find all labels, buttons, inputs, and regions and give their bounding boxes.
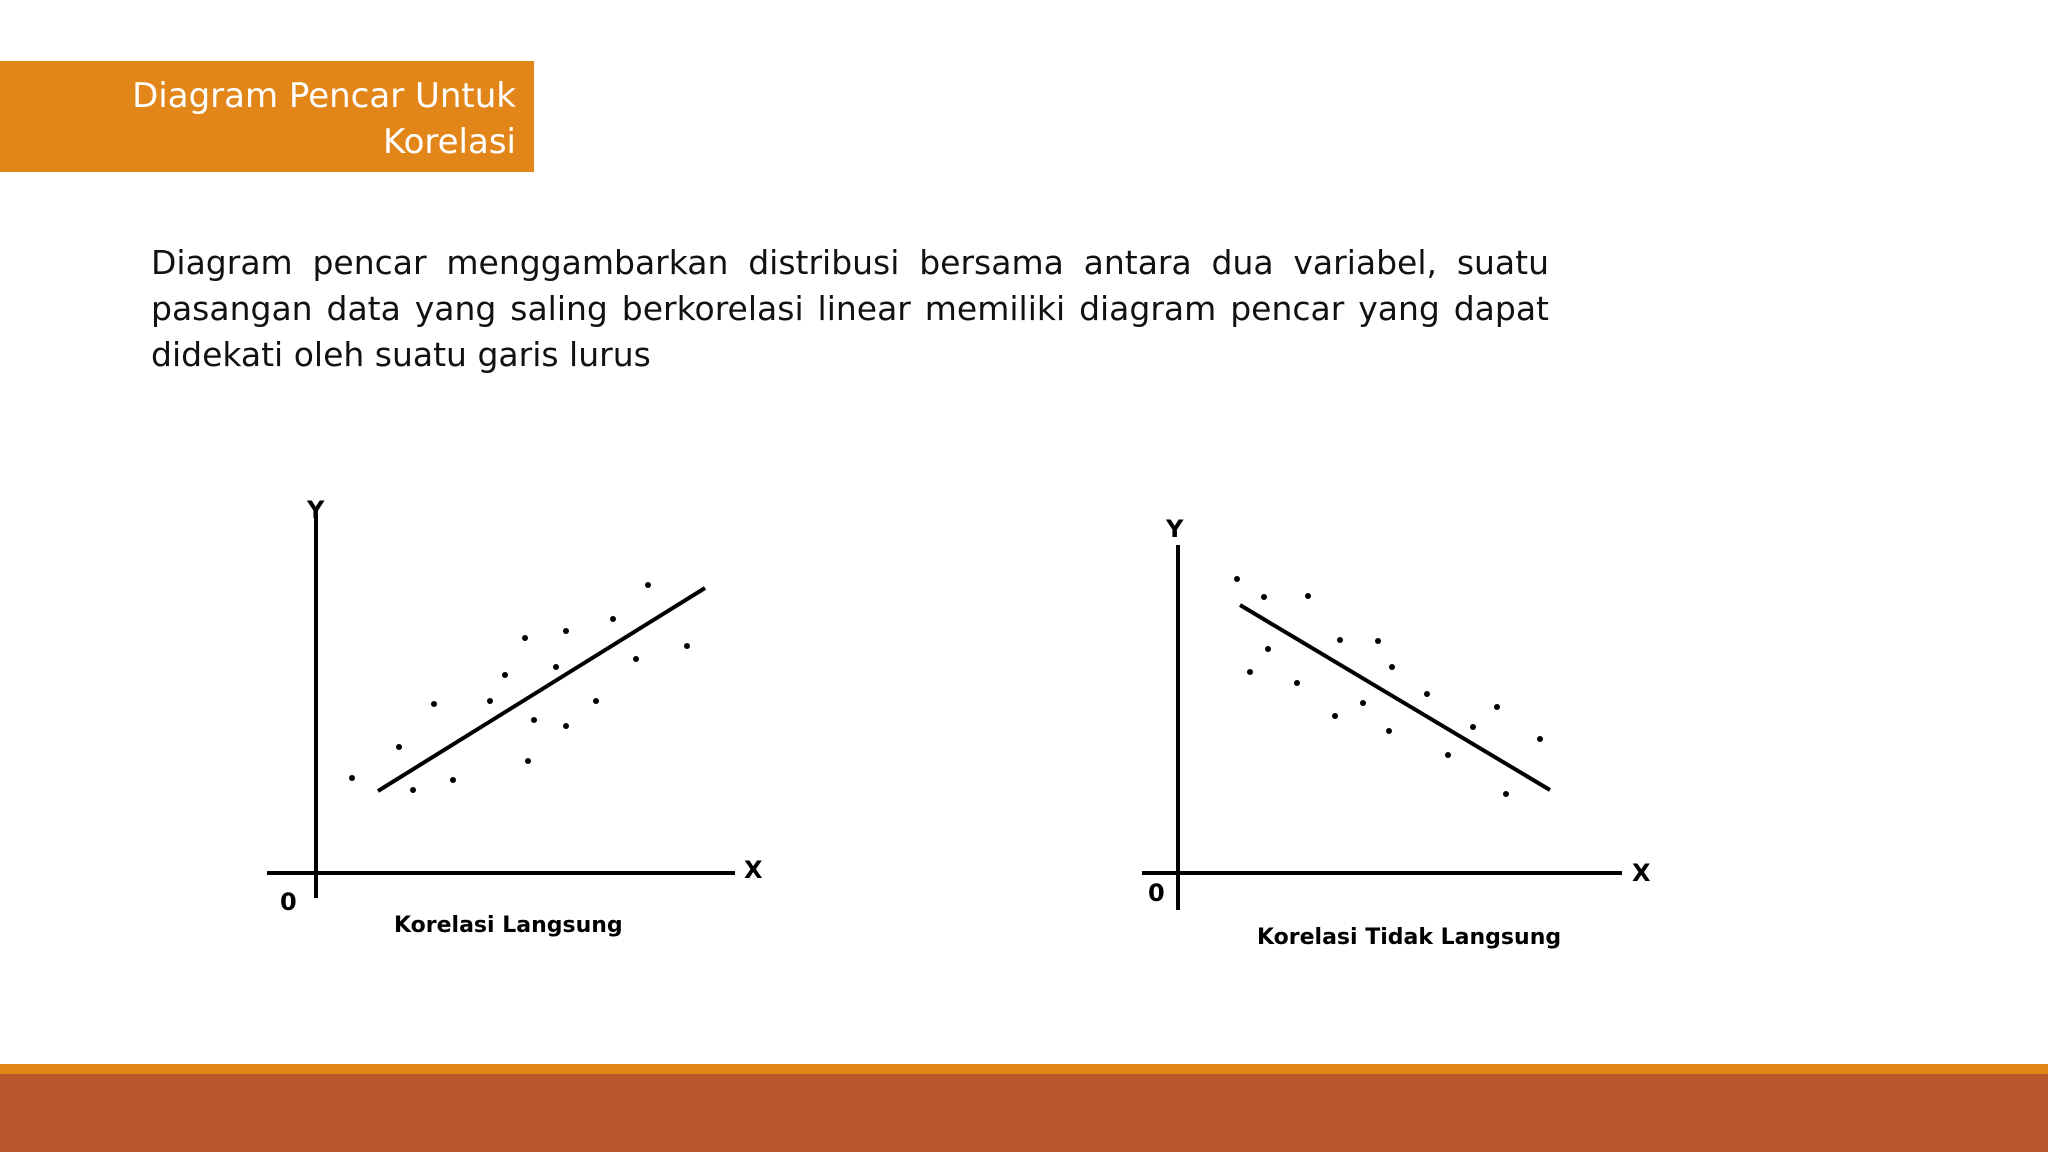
- origin-label: 0: [1148, 879, 1165, 907]
- scatter-point: [1389, 664, 1395, 670]
- scatter-point: [1332, 713, 1338, 719]
- trend-line: [1240, 605, 1550, 790]
- footer-accent-stripe: [0, 1064, 2048, 1074]
- scatter-point: [1261, 594, 1267, 600]
- scatter-point: [1337, 637, 1343, 643]
- scatter-point: [1375, 638, 1381, 644]
- trend-line: [378, 588, 705, 791]
- scatter-diagram-indirect: [1120, 505, 1680, 965]
- scatter-point: [563, 723, 569, 729]
- diagram-caption: Korelasi Tidak Langsung: [1257, 925, 1562, 950]
- scatter-point: [1494, 704, 1500, 710]
- scatter-point: [1265, 646, 1271, 652]
- scatter-point: [431, 701, 437, 707]
- slide-title: [0, 61, 534, 208]
- x-axis-label: X: [1632, 859, 1651, 887]
- scatter-point: [410, 787, 416, 793]
- x-axis-label: X: [744, 856, 763, 884]
- y-axis-label: Y: [1166, 515, 1184, 543]
- scatter-points: [1234, 576, 1543, 797]
- scatter-point: [502, 672, 508, 678]
- scatter-point: [1360, 700, 1366, 706]
- scatter-point: [1234, 576, 1240, 582]
- slide-body-text: Diagram pencar menggambarkan distribusi bersama antara dua variabel, suatu pasangan data yang saling berkorelasi linear memiliki diagram pencar yang dapat didekati oleh suatu garis lurus: [151, 243, 1549, 374]
- y-axis-label: Y: [307, 496, 325, 524]
- scatter-point: [645, 582, 651, 588]
- scatter-point: [1294, 680, 1300, 686]
- scatter-point: [1305, 593, 1311, 599]
- scatter-point: [522, 635, 528, 641]
- scatter-point: [1424, 691, 1430, 697]
- scatter-point: [1445, 752, 1451, 758]
- scatter-point: [1247, 669, 1253, 675]
- scatter-point: [1503, 791, 1509, 797]
- scatter-point: [349, 775, 355, 781]
- scatter-point: [525, 758, 531, 764]
- origin-label: 0: [280, 888, 297, 916]
- scatter-point: [553, 664, 559, 670]
- scatter-point: [563, 628, 569, 634]
- scatter-point: [1470, 724, 1476, 730]
- scatter-point: [1537, 736, 1543, 742]
- scatter-point: [396, 744, 402, 750]
- scatter-diagram-direct: [250, 490, 790, 950]
- slide-title-line1: Diagram Pencar Untuk Korelasi: [132, 76, 516, 162]
- scatter-point: [684, 643, 690, 649]
- scatter-point: [450, 777, 456, 783]
- diagram-caption: Korelasi Langsung: [394, 913, 623, 938]
- slide-title-line2: Linier Sederhana: [227, 168, 516, 208]
- scatter-point: [1386, 728, 1392, 734]
- scatter-point: [487, 698, 493, 704]
- footer-band: [0, 1074, 2048, 1152]
- scatter-points: [349, 582, 690, 793]
- scatter-point: [593, 698, 599, 704]
- scatter-point: [531, 717, 537, 723]
- scatter-point: [633, 656, 639, 662]
- scatter-point: [610, 616, 616, 622]
